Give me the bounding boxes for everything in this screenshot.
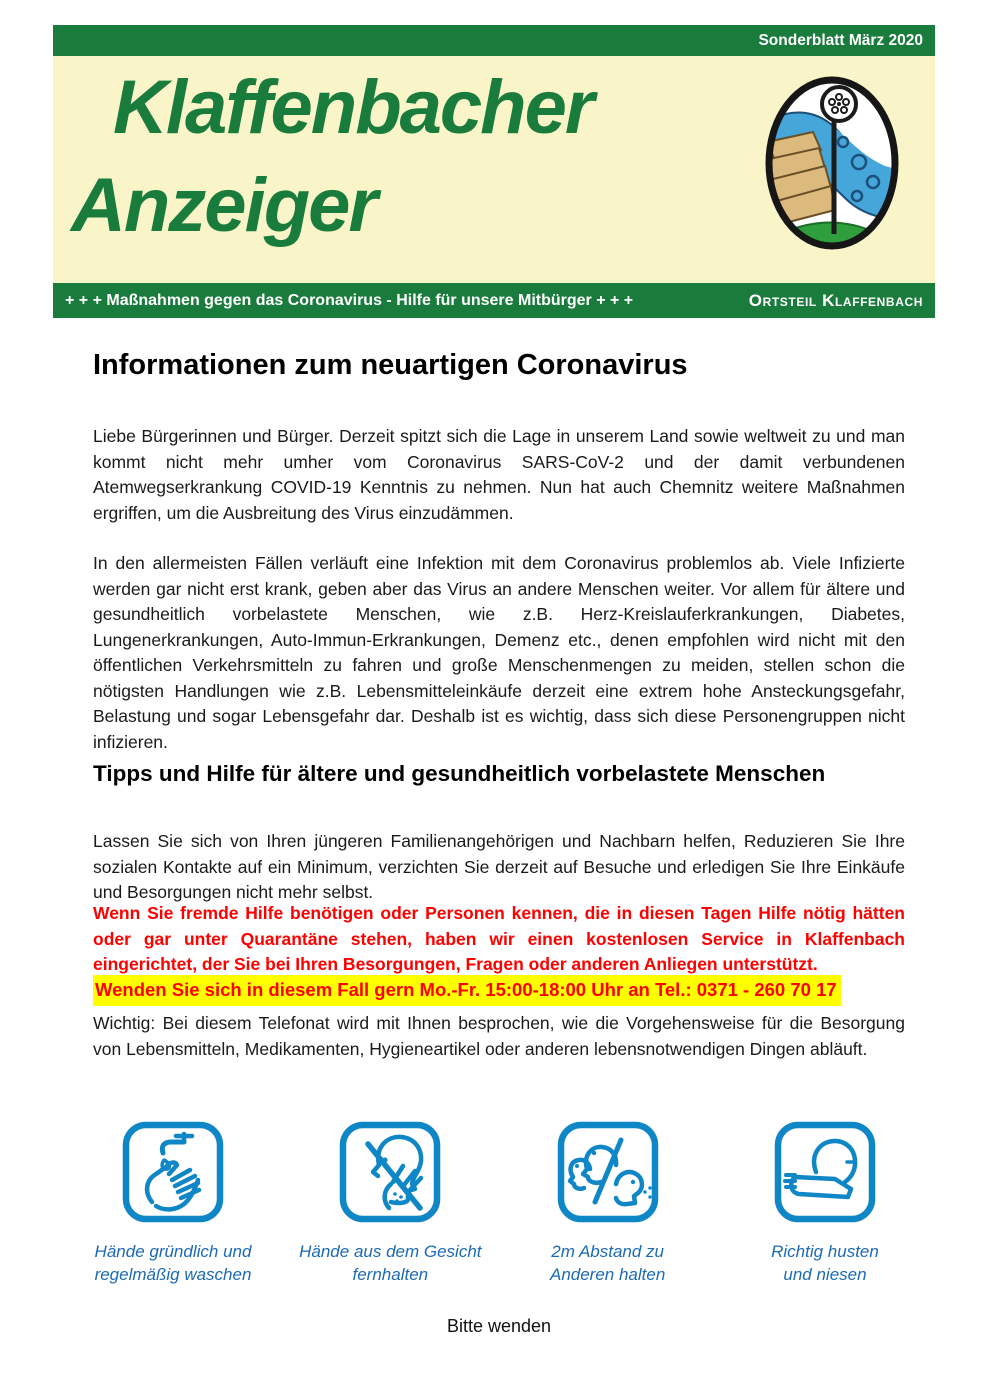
article-subheading: Tipps und Hilfe für ältere und gesundheitlich vorbelastete Menschen [93,761,826,786]
masthead-title-line2: Anzeiger [71,163,376,248]
article-paragraph-4: Wichtig: Bei diesem Telefonat wird mit Ihnen besprochen, wie die Vorgehensweise für die Besorgung von Lebensmitteln, Medikamenten, Hygieneartikel oder anderen lebensnotwendigen Dingen abläuft. [93,1013,905,1059]
phone-highlight: Wenden Sie sich in diesem Fall gern Mo.-Fr. 15:00-18:00 Uhr an Tel.: 0371 - 260 70 17 [93,975,841,1006]
help-service-alert: Wenn Sie fremde Hilfe benötigen oder Personen kennen, die in diesen Tagen Hilfe nötig hätten oder gar unter Quarantäne stehen, haben wir einen kostenlosen Service in Klaffenbach eingerichtet, der Sie bei Ihren Besorgungen, Fragen oder anderen Anliegen unterstützt. [93,903,905,974]
tip-caption: Richtig husten und niesen [771,1242,879,1284]
keep-distance-icon [556,1120,660,1224]
tip-wash-hands [73,1120,273,1286]
tip-keep-distance [508,1120,708,1286]
tip-caption: 2m Abstand zu Anderen halten [549,1242,666,1284]
phone-highlight-row [93,975,905,1006]
hygiene-tips-row [73,1120,925,1286]
klaffenbach-crest-logo [759,70,905,256]
tip-caption: Hände aus dem Gesicht fernhalten [299,1242,482,1284]
turn-page-note: Bitte wenden [446,1316,552,1336]
masthead [53,56,935,283]
no-face-touch-icon [338,1120,442,1224]
article-paragraph-2: In den allermeisten Fällen verläuft eine Infektion mit dem Coronavirus problemlos ab. Viele Infizierte werden gar nicht erst krank, geben aber das Virus an andere Menschen weiter. Vor allem für ältere und gesundheitlich vorbelastete Menschen, wie z.B. Herz-Kreislauferkrankungen, Diabetes, Lungenerkrankungen, Auto-Immun-Erkrankungen, Demenz etc., denen empfohlen wird nicht mit den öffentlichen Verkehrsmitteln zu fahren und große Menschenmengen zu meiden, stellen schon die nötigsten Handlungen wie z.B. Lebensmitteleinkäufe derzeit eine extrem hohe Ansteckungsgefahr, Belastung und sogar Lebensgefahr dar. Deshalb ist es wichtig, dass sich diese Personengruppen nicht infizieren. [93,553,905,752]
tip-caption: Hände gründlich und regelmäßig waschen [94,1242,252,1284]
tip-no-face-touch [290,1120,490,1286]
tip-cough-sneeze [725,1120,925,1286]
article-title: Informationen zum neuartigen Coronavirus [93,349,688,381]
issue-bar [53,25,935,56]
wash-hands-icon [121,1120,225,1224]
ticker-text: + + + Maßnahmen gegen das Coronavirus - Hilfe für unsere Mitbürger + + + [65,291,634,309]
article-paragraph-1: Liebe Bürgerinnen und Bürger. Derzeit spitzt sich die Lage in unserem Land sowie weltweit zu und man kommt nicht mehr umher vom Coronavirus SARS-CoV-2 und der damit verbundenen Atemwegserkrankung COVID-19 Kenntnis zu nehmen. Nun hat auch Chemnitz weitere Maßnahmen ergriffen, um die Ausbreitung des Virus einzudämmen. [93,426,905,523]
article-paragraph-3: Lassen Sie sich von Ihren jüngeren Familienangehörigen und Nachbarn helfen, Reduzieren Sie Ihre sozialen Kontakte auf ein Minimum, verzichten Sie derzeit auf Besuche und erledigen Sie Ihre Einkäufe und Besorgungen nicht mehr selbst. [93,831,905,902]
issue-label: Sonderblatt März 2020 [758,31,923,49]
district-label: Ortsteil Klaffenbach [748,290,923,310]
masthead-title-line1: Klaffenbacher [113,65,593,150]
ticker-banner [53,283,935,318]
cough-sneeze-icon [773,1120,877,1224]
